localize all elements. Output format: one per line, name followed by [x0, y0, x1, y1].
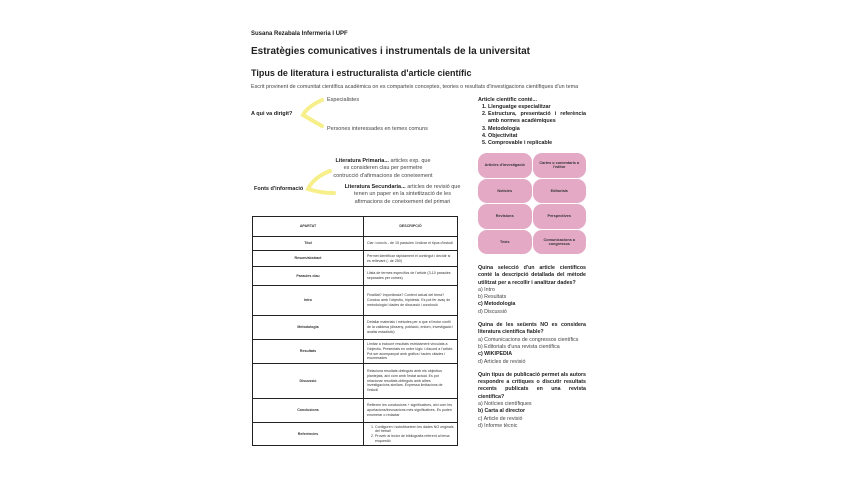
table-row	[253, 286, 458, 316]
row-desc: Detallar materials i mètodes per a que el lector confií de la validesa (disseny, població, entorn, investigació i anàlisi estadístic)	[364, 316, 458, 340]
type-card: Perspectives	[533, 204, 587, 229]
quiz-option-correct: c) Metodologia	[478, 301, 516, 308]
audience-item: Especialistes	[327, 97, 360, 103]
article-contents	[478, 97, 586, 147]
sources-label: Fonts d'informació	[254, 186, 304, 192]
contents-item: 3. Metodologia	[488, 126, 586, 133]
type-card: Tesis	[478, 230, 532, 255]
primary-literature	[333, 158, 433, 180]
quiz-option: a) Comunicacions de congressos científics	[478, 336, 579, 343]
contents-item: 4. Objectivitat	[488, 133, 586, 140]
type-card: Comunicacions a congressos	[533, 230, 587, 255]
row-section: Discussió	[253, 364, 364, 399]
quiz-option: c) Article de revisió	[478, 415, 523, 422]
secondary-literature	[340, 184, 465, 206]
quiz-option: d) Discussió	[478, 308, 507, 315]
row-desc: Permet identificar ràpidament el contingut i decidir si es rellevant (- de 250)	[364, 251, 458, 267]
quiz-question: Quin tipus de publicació permet als autors respondre a crítiques o discutir resultats recents publicats en una revista científica?	[478, 371, 586, 400]
table-row	[253, 251, 458, 267]
row-desc: Finalitat? Importància? Context actual del tema? Conclou amb l'objectiu, hipòtesis. Es pot fer avaç de metodologia i dades de discussió i conclusió	[364, 286, 458, 316]
primary-title: Literatura Primaria...	[335, 158, 389, 164]
page-title: Estratègies comunicatives i instrumentals de la universitat	[251, 46, 530, 57]
table-header: APARTAT	[253, 217, 364, 237]
table-row	[253, 399, 458, 423]
row-section: Paraules clau	[253, 267, 364, 286]
audience-label: A qui va dirigit?	[251, 111, 293, 117]
row-desc: Llista de termes específics de l'article (3-10 paraules separades per comes)	[364, 267, 458, 286]
audience-item: Persones interessades en temes comuns	[327, 126, 428, 132]
row-section: Resultats	[253, 340, 364, 364]
quiz	[478, 265, 586, 430]
quiz-option-correct: b) Carta al director	[478, 408, 526, 415]
table-row	[253, 316, 458, 340]
table-row	[253, 267, 458, 286]
type-card: Editorials	[533, 179, 587, 204]
type-card: Revisions	[478, 204, 532, 229]
row-desc	[364, 423, 458, 446]
row-section: Títol	[253, 237, 364, 251]
table-row	[253, 237, 458, 251]
primary-text: articles exp. que es consideren clau per permetre contrucció d'afirmacions de coneixement	[333, 158, 433, 179]
row-desc: Limitar a incloure resultats estrictament vinculats a l'objectiu. Presentats en ordre lògic i d'acord a l'article. Pot ser acompanyat amb gràfics i taules citades i enumerades	[364, 340, 458, 364]
author: Susana Rezabala Infermeria I UPF	[251, 31, 348, 37]
publication-types	[478, 153, 586, 254]
quiz-question: Quina de les seüents NO es considera literatura científica fiable?	[478, 322, 586, 336]
row-desc: Clar i concís - de 15 paraules i indicar el tipus d'estudi	[364, 237, 458, 251]
quiz-option: a) Notícies científiques	[478, 401, 532, 408]
type-card: Articles d'investigació	[478, 153, 532, 178]
row-section: Metodologia	[253, 316, 364, 340]
table-header: DESCRIPCIÓ	[364, 217, 458, 237]
type-card: Cartes o comentaris a l'editor	[533, 153, 587, 178]
secondary-text: articles de revisió que tenen un paper en la sintetització de les afirmacions de coneixement del primari	[354, 184, 461, 205]
section-title: Tipus de literatura i estructuralista d'article científic	[251, 68, 472, 78]
table-row	[253, 364, 458, 399]
contents-title: Article científic conté...	[478, 97, 538, 103]
quiz-option: d) Articles de revisió	[478, 358, 526, 365]
table-row	[253, 340, 458, 364]
secondary-title: Literatura Secundaria...	[344, 184, 406, 190]
table-row	[253, 423, 458, 446]
row-desc: Reflexen les conclusions + significatives, així com les aportacions/innovacions més significatives. Es poden enumerar o redactar	[364, 399, 458, 423]
contents-item: 5. Comprovable i replicable	[488, 140, 586, 147]
quiz-option: a) Intro	[478, 286, 495, 293]
quiz-option-correct: c) WIKIPEDIA	[478, 351, 513, 358]
contents-item: 1. Llenguatge especialitzar	[488, 104, 586, 111]
contents-item: 2. Estructura, presentació i referència amb normes acadèmiques	[488, 111, 586, 125]
quiz-question: Quina selecció d'un article científicos conté la descripció detallada del mètode utilitzat per a recollir i analitzar dades?	[478, 265, 586, 286]
type-card: Notícies	[478, 179, 532, 204]
quiz-option: d) Informe tècnic	[478, 422, 518, 429]
row-section: Referències	[253, 423, 364, 446]
row-section: Conclusions	[253, 399, 364, 423]
quiz-option: b) Editorials d'una revista científica	[478, 343, 560, 350]
intro-text: Escrit provinent de comunitat científica acadèmica on es comparteix conceptes, teories o resultats d'investigacions científiques d'un tema	[251, 84, 579, 90]
reference-item: 1. Configuren i substitueixen les dades NO originals del treball	[375, 425, 454, 434]
structure-table	[252, 216, 458, 446]
quiz-option: b) Resultats	[478, 294, 507, 301]
row-desc: Relaciona resultats obtinguts amb els objectius plantejats, així com amb l'estat actual. Es pot relacionar resultats obtinguts amb altres investigacions similars. Expressa limitacions de l'estudi	[364, 364, 458, 399]
row-section: Resum/abstract	[253, 251, 364, 267]
row-section: Intro	[253, 286, 364, 316]
reference-item: 2. Proveir al lector de bibliografia referent al tema enquestió	[375, 434, 454, 443]
